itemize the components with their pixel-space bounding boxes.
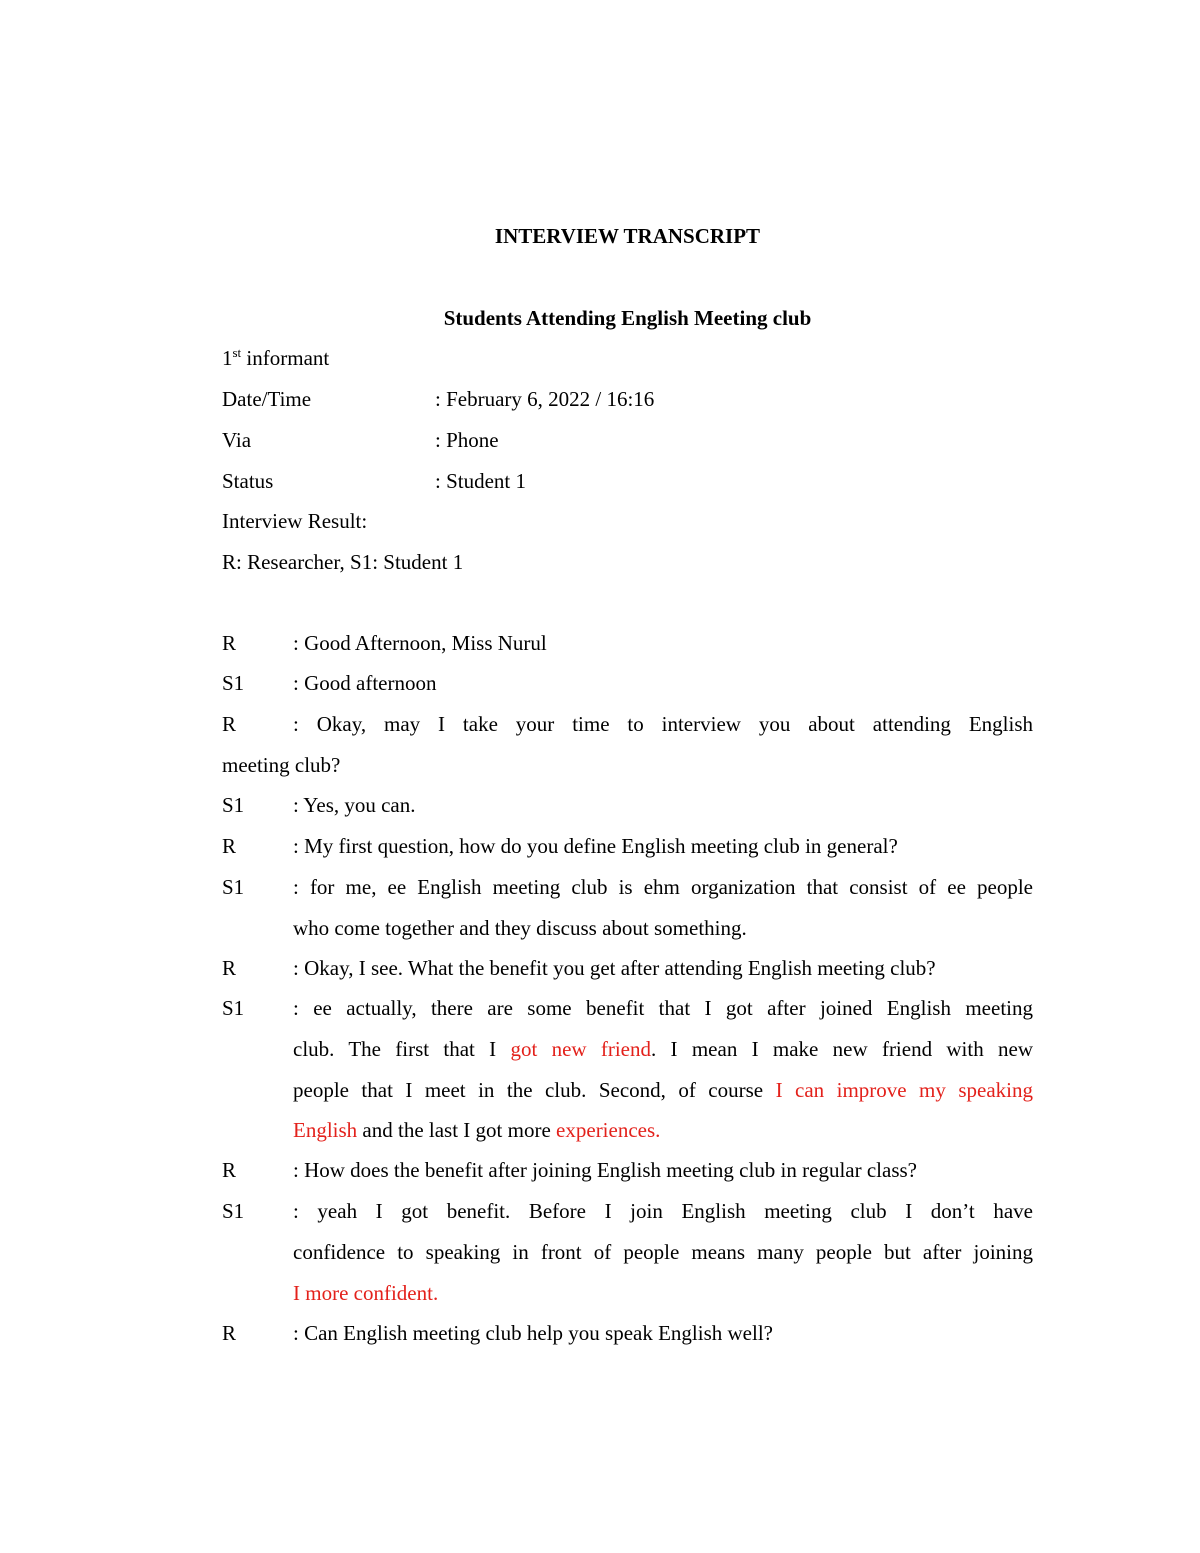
utterance-line: : for me, ee English meeting club is ehm organization that consist of ee people bbox=[293, 875, 1033, 899]
informant-heading bbox=[222, 345, 329, 371]
meta-label: Status bbox=[222, 469, 274, 493]
utterance-text: : Good Afternoon, Miss Nurul bbox=[293, 631, 547, 655]
document-title: INTERVIEW TRANSCRIPT bbox=[494, 224, 761, 248]
utterance-line: who come together and they discuss about something. bbox=[293, 916, 747, 940]
speaker-legend: R: Researcher, S1: Student 1 bbox=[222, 550, 464, 574]
speaker-label: S1 bbox=[222, 996, 245, 1020]
highlighted-phrase: experiences. bbox=[556, 1118, 661, 1142]
utterance-line bbox=[293, 1117, 1033, 1143]
speaker-label: R bbox=[222, 1321, 237, 1345]
speaker-label: S1 bbox=[222, 671, 245, 695]
utterance-line: : Okay, may I take your time to interview you about attending English bbox=[293, 712, 1033, 736]
informant-number: 1 bbox=[222, 346, 233, 370]
speaker-label: S1 bbox=[222, 793, 245, 817]
speaker-label: R bbox=[222, 956, 237, 980]
utterance-line bbox=[293, 1077, 1033, 1103]
speaker-label: R bbox=[222, 834, 237, 858]
speaker-label: R bbox=[222, 631, 237, 655]
utterance-text: : Can English meeting club help you speak English well? bbox=[293, 1321, 773, 1345]
utterance-text: : Good afternoon bbox=[293, 671, 437, 695]
utterance-segment: people that I meet in the club. Second, of course bbox=[293, 1078, 776, 1102]
utterance-segment: . I mean I make new friend with new bbox=[651, 1037, 1033, 1061]
highlighted-phrase: got new friend bbox=[510, 1037, 652, 1061]
speaker-label: S1 bbox=[222, 875, 245, 899]
meta-value: : Student 1 bbox=[435, 469, 527, 493]
meta-label: Date/Time bbox=[222, 387, 312, 411]
utterance-line: meeting club? bbox=[222, 753, 341, 777]
utterance-line bbox=[293, 1036, 1033, 1062]
utterance-line bbox=[293, 1280, 1033, 1306]
meta-label: Via bbox=[222, 428, 252, 452]
utterance-text: : Okay, I see. What the benefit you get after attending English meeting club? bbox=[293, 956, 936, 980]
meta-value: : Phone bbox=[435, 428, 499, 452]
interview-result-label: Interview Result: bbox=[222, 509, 368, 533]
highlighted-phrase: I more confident. bbox=[293, 1281, 439, 1305]
utterance-segment: and the last I got more bbox=[357, 1118, 557, 1142]
highlighted-phrase: English bbox=[293, 1118, 358, 1142]
utterance-text: : Yes, you can. bbox=[293, 793, 416, 817]
utterance-line: : ee actually, there are some benefit that I got after joined English meeting bbox=[293, 996, 1033, 1020]
informant-label: informant bbox=[246, 346, 330, 370]
utterance-text: : How does the benefit after joining English meeting club in regular class? bbox=[293, 1158, 917, 1182]
speaker-label: S1 bbox=[222, 1199, 245, 1223]
speaker-label: R bbox=[222, 1158, 237, 1182]
meta-value: : February 6, 2022 / 16:16 bbox=[435, 387, 655, 411]
utterance-text: : My first question, how do you define English meeting club in general? bbox=[293, 834, 898, 858]
speaker-label: R bbox=[222, 712, 237, 736]
utterance-line: : yeah I got benefit. Before I join English meeting club I don’t have bbox=[293, 1199, 1033, 1223]
utterance-segment: club. The first that I bbox=[293, 1037, 511, 1061]
highlighted-phrase: I can improve my speaking bbox=[775, 1078, 1033, 1102]
utterance-line: confidence to speaking in front of people means many people but after joining bbox=[293, 1240, 1033, 1264]
informant-suffix: st bbox=[232, 345, 242, 360]
document-subtitle: Students Attending English Meeting club bbox=[443, 306, 812, 330]
